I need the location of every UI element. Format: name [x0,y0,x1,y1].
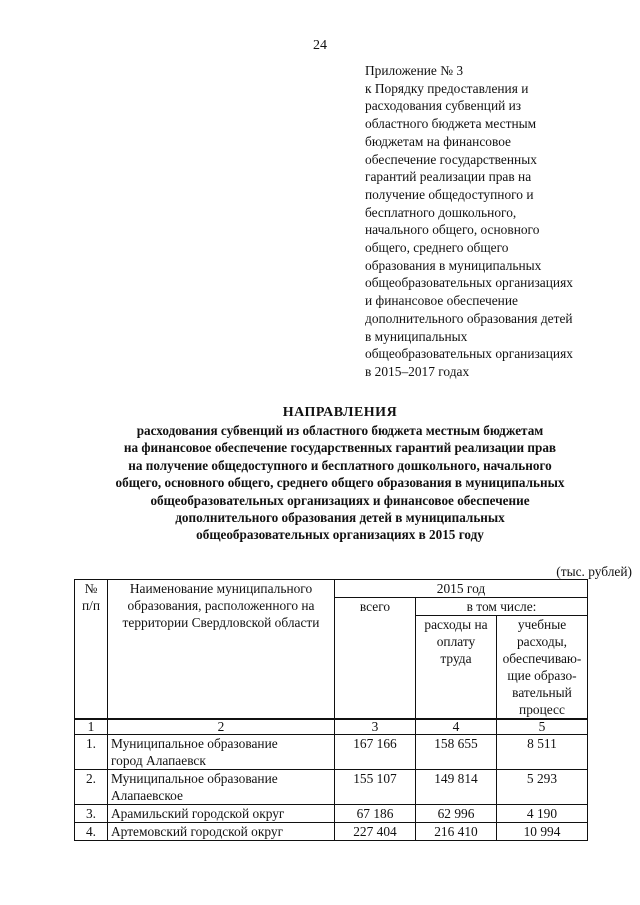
row-educational: 8 511 [497,735,588,770]
appendix-line: Приложение № 3 [365,63,464,78]
appendix-line: обеспечение государственных [365,151,537,167]
row-salary: 216 410 [416,823,497,841]
row-name-line: Артемовский городской округ [111,824,284,839]
header-name [108,580,335,720]
header-educational-line: щие образо- [507,668,577,683]
row-name [108,735,335,770]
header-including: в том числе: [416,598,588,616]
row-number: 1. [75,735,108,770]
row-total: 67 186 [335,805,416,823]
row-name-line: город Алапаевск [111,753,206,768]
header-salary [416,616,497,720]
row-name-line: Муниципальное образование [111,736,278,751]
row-salary: 62 996 [416,805,497,823]
header-name-line: Наименование муниципального [129,581,313,596]
appendix-line: начального общего, основного [365,222,540,238]
heading-line: расходования субвенций из областного бюджета местным бюджетам [136,423,544,438]
column-number: 5 [497,719,588,735]
appendix-line: к Порядку предоставления и [365,80,529,96]
header-educational-line: учебные [517,617,567,632]
column-number: 2 [108,719,335,735]
header-salary-line: расходы на [424,617,488,632]
column-number: 1 [75,719,108,735]
appendix-line: общего, среднего общего [365,240,509,256]
appendix-line: общеобразовательных организациях [365,346,573,362]
header-total: всего [335,598,416,720]
appendix-line: получение общедоступного и [365,186,534,202]
row-number: 4. [75,823,108,841]
appendix-note [365,62,630,381]
appendix-line: бюджетам на финансовое [365,133,511,149]
heading-line: общеобразовательных организациях в 2015 году [196,527,484,543]
header-educational-line: обеспечиваю- [502,651,582,666]
header-num-line: № [84,581,98,596]
header-educational-line: расходы, [516,634,568,649]
header-educational [497,616,588,720]
heading-line: общего, основного общего, среднего общего образования в муниципальных [115,475,565,491]
page-number: 24 [313,38,327,53]
heading-line: дополнительного образования детей в муниципальных [175,510,505,526]
column-number: 4 [416,719,497,735]
header-educational-line: вательный [512,685,572,700]
appendix-line: в муниципальных [365,328,468,344]
header-salary-line: оплату [436,634,476,649]
column-numbers-row [75,719,588,735]
row-name [108,823,335,841]
document-title: НАПРАВЛЕНИЯ [282,405,398,420]
row-number: 3. [75,805,108,823]
header-num-line: п/п [81,598,101,613]
appendix-line: и финансовое обеспечение [365,293,518,309]
table-row [75,805,588,823]
row-total: 155 107 [335,770,416,805]
table-row [75,735,588,770]
header-salary-line: труда [440,651,472,666]
row-number: 2. [75,770,108,805]
column-number: 3 [335,719,416,735]
row-salary: 149 814 [416,770,497,805]
heading-line: на получение общедоступного и бесплатного дошкольного, начального [128,457,552,473]
row-name [108,805,335,823]
appendix-line: дополнительного образования детей [365,310,573,326]
appendix-line: областного бюджета местным [365,116,537,132]
row-total: 227 404 [335,823,416,841]
row-name-line: Алапаевское [111,788,183,803]
appendix-line: бесплатного дошкольного, [365,204,517,220]
appendix-line: общеобразовательных организациях [365,275,573,291]
row-name-line: Арамильский городской округ [111,806,285,821]
row-name [108,770,335,805]
row-educational: 10 994 [497,823,588,841]
row-name-line: Муниципальное образование [111,771,278,786]
header-name-line: образования, расположенного на [127,598,315,613]
row-educational: 5 293 [497,770,588,805]
table-row [75,770,588,805]
header-year: 2015 год [335,580,588,598]
appendix-line: гарантий реализации прав на [365,169,532,185]
heading-line: на финансовое обеспечение государственных гарантий реализации прав [123,440,557,456]
header-num [75,580,108,720]
units-label: (тыс. рублей) [556,564,632,579]
table-row [75,823,588,841]
table-header-row [75,580,588,598]
subsidy-table [74,579,588,841]
header-educational-line: процесс [519,702,565,717]
header-name-line: территории Свердловской области [122,615,320,630]
appendix-line: образования в муниципальных [365,257,542,273]
row-salary: 158 655 [416,735,497,770]
document-heading [40,404,640,544]
row-total: 167 166 [335,735,416,770]
appendix-line: в 2015–2017 годах [365,363,470,379]
heading-line: общеобразовательных организациях и финансовое обеспечение [150,492,530,508]
appendix-line: расходования субвенций из [365,98,522,114]
row-educational: 4 190 [497,805,588,823]
